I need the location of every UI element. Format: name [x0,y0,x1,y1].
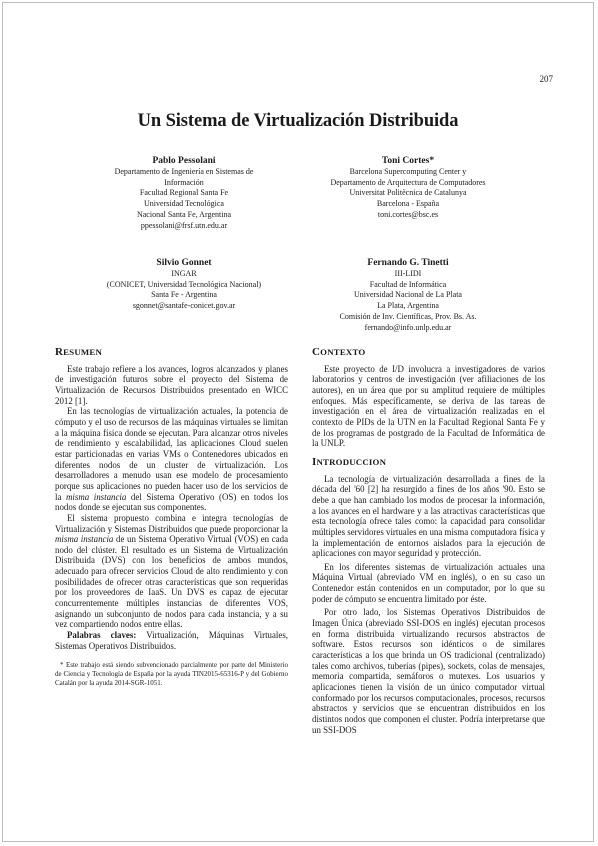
heading-rest: ONTEXTO [320,347,366,357]
author-affiliation-line: Facultad de Informática [369,279,447,289]
heading-rest: ESUMEN [63,347,102,357]
text-run: de un Sistema Operativo Virtual (VOS) en cada nodo del clúster. El resultado es un Sistema de Virtualización Distribuida (DVS) con los beneficios de ambos mundos, adecuado para ofrecer servicios Cloud de alto rendimiento y con posibilidades de ofrecer otras características que son requeridas por los proveedores de IaaS. Un DVS es capaz de ejecutar concurrentemente múltiples instancias de diferentes VOS, asignando un subconjunto de nodos para cada instancia, y a su vez compartiendo nodos entre ellas. [55,534,289,630]
page-number: 207 [539,74,553,84]
intro-paragraph: La tecnología de virtualización desarrollada a fines de la década del '60 [2] ha resurgido a fines de los años '90. Esto se debe a que han cambiado los modos de procesar la información, a los avances en el hardware y a las atractivas características que esta tecnología ofrece tales como: la capacidad para consolidar múltiples servidores virtuales en una misma computadora física y la implementación de entornos aislados para la ejecución de aplicaciones con mayor seguridad y protección. [312,473,545,559]
author-affiliation-line: Universitat Politècnica de Catalunya [349,188,467,198]
section-heading-resumen [55,347,288,358]
author-email[interactable]: fernando@info.unlp.edu.ar [364,322,452,332]
right-column [312,347,545,735]
keywords-line [55,630,288,651]
left-column [55,347,288,687]
keywords-label: Palabras claves: [67,630,137,641]
author-affiliation-line: INGAR [171,269,197,278]
author-affiliation-line: La Plata, Argentina [377,301,439,311]
emphasis-text: misma instancia [66,491,127,502]
emphasis-text: misma instancia [55,534,114,545]
text-run: del Sistema Operativo (OS) en todos los nodos donde se ejecutan sus componentes. [55,491,289,513]
author-affiliation-line: Facultad Regional Santa Fe [139,188,229,198]
section-heading-contexto [312,347,545,358]
author-affiliation-line: Universidad Tecnológica [144,199,224,209]
author-affiliation-line: III-LIDI [394,269,422,278]
heading-initial: I [312,455,317,468]
author-block-gonnet [69,257,299,312]
heading-initial: C [312,346,321,358]
intro-paragraph: Por otro lado, los Sistemas Operativos Distribuidos de Imagen Única (abreviado SSI-DOS en inglés) ejecutan procesos en forma distribuida virtualizando recursos abstractos de software. Estos recursos son idénticos o de similares características a los que brinda un OS tradicional (centralizado) tales como archivos, tuberías (pipes), sockets, colas de mensajes, memoria compartida, semáforos o mutexes. Los usuarios y aplicaciones tienen la visión de un único computador virtual conformado por los recursos computacionales, procesos, recursos abstractos y servicios que se encuentran distribuidos en los distintos nodos que componen el cluster. Podría interpretarse que un SSI-DOS [312,607,545,735]
author-affiliation-line: Nacional Santa Fe, Argentina [136,209,232,219]
footnote-text: * Este trabajo está siendo subvencionado parcialmente por parte del Ministerio de Ciencia y Tecnología de España por la ayuda TIN2015-65316-P y del Gobierno Catalán por la ayuda 2014-SGR-1051. [55,661,288,687]
paper-title: Un Sistema de Virtualización Distribuida [137,111,459,131]
author-affiliation-line: Comisión de Inv. Científicas, Prov. Bs. As. [339,311,477,321]
author-affiliation-line: Santa Fe - Argentina [151,290,217,300]
text-run: En las tecnologías de virtualización actuales, la potencia de cómputo y el uso de recursos de las máquinas virtuales se limitan a la máquina física donde se ejecutan. Para alcanzar otros niveles de rendimiento y escalabilidad, las aplicaciones Cloud suelen estar particionadas en varias VMs o Contenedores ubicados en diferentes nodos de un cluster de virtualización. Los desarrolladores a menudo usan ese modelo de procesamiento porque sus aplicaciones no pueden hacer uso de los servicios de la [55,406,288,502]
author-affiliation-line: Barcelona - España [376,199,440,209]
text-run: El sistema propuesto combina e integra tecnologías de Virtualización y Sistemas Distribuidos que puede proporcionar la [55,512,288,534]
author-affiliation-line: Departamento de Arquitectura de Computadores [330,177,486,187]
footnote [55,661,288,687]
author-affiliation-line: Departamento de Ingeniería en Sistemas de [114,167,254,176]
author-affiliation-line: Información [164,177,204,187]
abstract-paragraph: Este trabajo refiere a los avances, logros alcanzados y planes de investigación futuros sobre el proyecto del Sistema de Virtualización de Recursos Distribuidos presentado en WICC 2012 [1]. [55,363,288,406]
context-paragraph: Este proyecto de I/D involucra a investigadores de varios laboratorios y centros de investigación (ver afiliaciones de los autores), en un área que por su amplitud requiere de múltiples enfoques. Más específicamente, se deriva de las tareas de investigación en el área de virtualización realizadas en el contexto de PIDs de la UTN en la Facultad Regional Santa Fe y de los programas de postgrado de la Facultad de Informática de la UNLP. [312,363,545,449]
abstract-paragraph [55,406,288,513]
author-block-pessolani [69,155,299,231]
author-email[interactable]: ppessolani@frsf.utn.edu.ar [140,220,228,230]
author-affiliation-line: Universidad Nacional de La Plata [354,290,462,300]
heading-initial: R [55,346,64,358]
author-name: Silvio Gonnet [156,258,212,268]
author-name: Pablo Pessolani [152,156,216,166]
heading-rest: NTRODUCCION [316,456,387,467]
abstract-paragraph [55,513,288,630]
author-affiliation-line: Barcelona Supercomputing Center y [349,167,467,176]
paper-page [2,2,594,842]
author-block-tinetti [293,257,523,333]
author-name: Fernando G. Tinetti [367,258,449,268]
author-block-cortes [293,155,523,221]
keywords-text: Virtualización, Máquinas Virtuales, Sistemas Operativos Distribuidos. [55,630,288,651]
author-name: Toni Cortes* [381,156,435,166]
section-heading-introduccion [312,457,545,468]
author-email[interactable]: sgonnet@santafe-conicet.gov.ar [132,301,236,311]
author-affiliation-line: (CONICET, Universidad Tecnológica Nacional) [106,279,262,289]
intro-paragraph: En los diferentes sistemas de virtualización actuales una Máquina Virtual (abreviado VM en inglés), o en su caso un Contenedor están contenidos en un computador, por lo que su poder de cómputo se encuentra limitado por éste. [312,561,545,604]
author-email[interactable]: toni.cortes@bsc.es [377,209,439,219]
